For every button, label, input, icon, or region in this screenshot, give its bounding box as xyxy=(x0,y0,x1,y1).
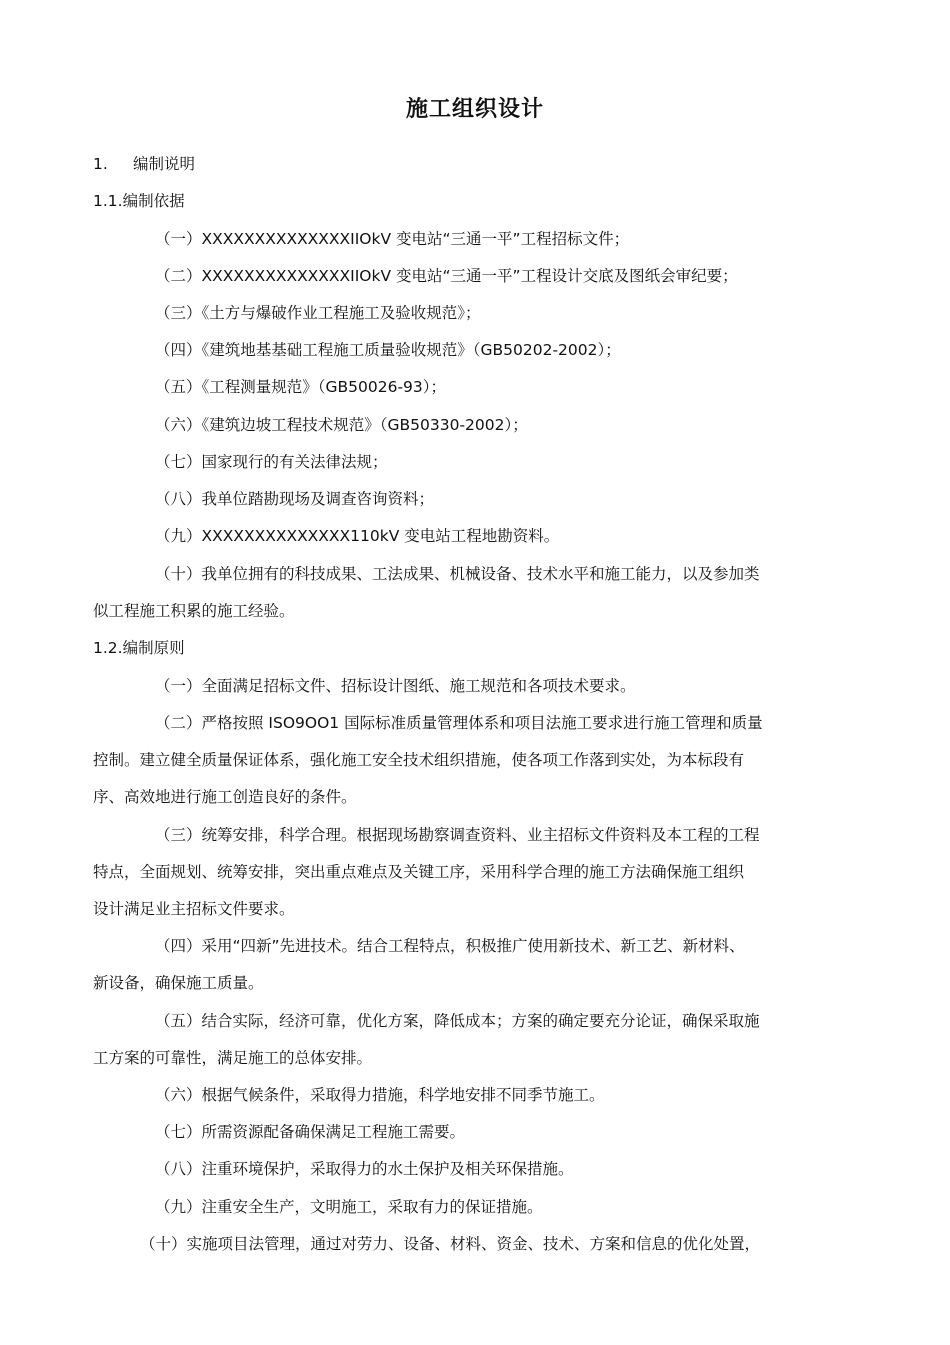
basis-item: （四）《建筑地基基础工程施工质量验收规范》（GB50202-2002）； xyxy=(155,341,621,359)
principle-item: （四）采用“四新”先进技术。结合工程特点，积极推广使用新技术、新工艺、新材料、 xyxy=(155,937,745,955)
principle-item-continued: 设计满足业主招标文件要求。 xyxy=(93,900,295,918)
basis-item: （七）国家现行的有关法律法规； xyxy=(155,453,388,471)
subsection-heading-basis: 1.1.编制依据 xyxy=(93,192,185,210)
basis-item: （八）我单位踏勘现场及调查咨询资料； xyxy=(155,490,435,508)
principle-item: （九）注重安全生产，文明施工，采取有力的保证措施。 xyxy=(155,1198,543,1216)
basis-item: （十）我单位拥有的科技成果、工法成果、机械设备、技术水平和施工能力，以及参加类 xyxy=(155,565,760,583)
principle-item-continued: 工方案的可靠性，满足施工的总体安排。 xyxy=(93,1049,373,1067)
principle-item: （一）全面满足招标文件、招标设计图纸、施工规范和各项技术要求。 xyxy=(155,677,636,695)
principle-item-continued: 控制。建立健全质量保证体系，强化施工安全技术组织措施，使各项工作落到实处，为本标段有 xyxy=(93,751,745,769)
subsection-heading-principles: 1.2.编制原则 xyxy=(93,639,185,657)
basis-item-continued: 似工程施工积累的施工经验。 xyxy=(93,602,295,620)
basis-item: （二）XXXXXXXXXXXXXXIIOkV 变电站“三通一平”工程设计交底及图纸会审纪要； xyxy=(155,267,738,285)
basis-item: （九）XXXXXXXXXXXXXX110kV 变电站工程地勘资料。 xyxy=(155,527,560,545)
section-number: 1. xyxy=(93,155,108,173)
basis-item: （五）《工程测量规范》（GB50026-93）； xyxy=(155,378,447,396)
principle-item: （七）所需资源配备确保满足工程施工需要。 xyxy=(155,1123,466,1141)
principle-item: （六）根据气候条件，采取得力措施，科学地安排不同季节施工。 xyxy=(155,1086,605,1104)
basis-item: （一）XXXXXXXXXXXXXXIIOkV 变电站“三通一平”工程招标文件； xyxy=(155,230,630,248)
principle-item: （五）结合实际，经济可靠，优化方案，降低成本；方案的确定要充分论证，确保采取施 xyxy=(155,1012,760,1030)
document-title: 施工组织设计 xyxy=(405,97,544,122)
principle-item: （三）统筹安排，科学合理。根据现场勘察调查资料、业主招标文件资料及本工程的工程 xyxy=(155,826,760,844)
basis-item: （三）《土方与爆破作业工程施工及验收规范》； xyxy=(155,304,481,322)
basis-item: （六）《建筑边坡工程技术规范》（GB50330-2002）； xyxy=(155,416,528,434)
principle-item-continued: 特点，全面规划、统筹安排，突出重点难点及关键工序，采用科学合理的施工方法确保施工组织 xyxy=(93,863,745,881)
principle-item: （二）严格按照 ISO9OO1 国际标准质量管理体系和项目法施工要求进行施工管理和质量 xyxy=(155,714,763,732)
principle-item: （八）注重环境保护，采取得力的水土保护及相关环保措施。 xyxy=(155,1160,574,1178)
section-label: 编制说明 xyxy=(133,155,196,173)
section-heading xyxy=(93,153,195,175)
principle-item-continued: 新设备，确保施工质量。 xyxy=(93,974,264,992)
principle-item-continued: 序、高效地进行施工创造良好的条件。 xyxy=(93,788,357,806)
principle-item: （十）实施项目法管理，通过对劳力、设备、材料、资金、技术、方案和信息的优化处置， xyxy=(140,1235,761,1253)
